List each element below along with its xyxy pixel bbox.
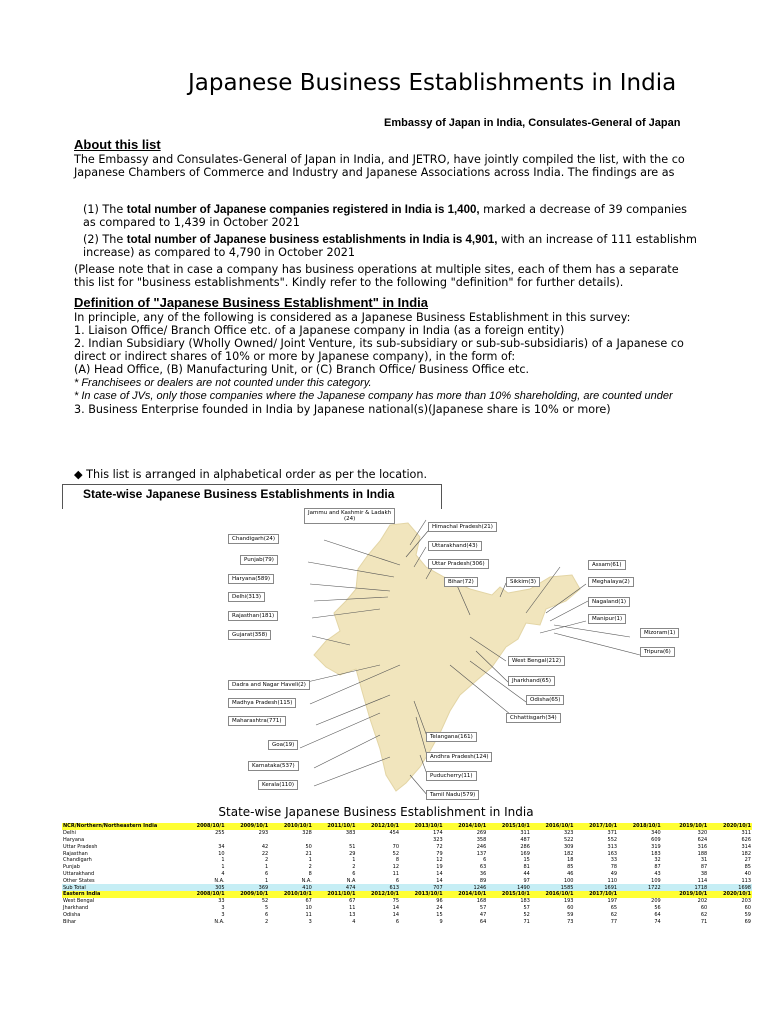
table-cell: 2010/10/1 [269, 823, 313, 830]
table-cell: 71 [523, 918, 530, 925]
about-item-2-line-2: increase) as compared to 4,790 in October 2021 [83, 246, 355, 259]
table-cell: 2016/10/1 [531, 891, 575, 898]
map-label-delhi: Delhi(313) [228, 592, 265, 602]
table-cell: 15 [436, 911, 443, 918]
table-cell: 6 [265, 911, 269, 918]
table-row-label: Odisha [63, 911, 81, 918]
table-cell: 203 [741, 898, 751, 905]
table-cell: 67 [305, 898, 312, 905]
table-cell: 60 [744, 904, 751, 911]
table-cell: 21 [305, 850, 312, 857]
map-label-sikkim: Sikkim(3) [506, 577, 540, 587]
table-cell: 1718 [665, 884, 709, 891]
about-item-1: (1) The total number of Japanese companies registered in India is 1,400, marked a decrease of 39 companies [83, 203, 687, 216]
table-cell: 202 [697, 898, 708, 905]
map-label-himachal: Himachal Pradesh(21) [428, 522, 497, 532]
table-cell: 10 [218, 850, 225, 857]
table-row [62, 884, 752, 891]
table-cell: 52 [523, 911, 530, 918]
map-label-tripura: Tripura(6) [640, 647, 675, 657]
table-cell: 9 [439, 918, 443, 925]
table-cell: 269 [476, 830, 487, 837]
table-cell [356, 837, 400, 844]
table-cell: 183 [651, 850, 661, 857]
table-cell: 2014/10/1 [444, 891, 488, 898]
table-row [62, 843, 752, 850]
table-cell: 613 [356, 884, 400, 891]
table-cell: 2019/10/1 [665, 823, 709, 830]
table-cell: 626 [741, 836, 751, 843]
table-cell: 60 [567, 904, 574, 911]
table-cell: 1 [221, 857, 225, 864]
table-row [62, 918, 752, 925]
about-note-1: (Please note that in case a company has business operations at multiple sites, each of them has a separate [74, 263, 679, 276]
table-cell [618, 891, 662, 898]
map-label-rajasthan: Rajasthan(181) [228, 611, 278, 621]
table-cell: 2011/10/1 [313, 823, 357, 830]
table-cell: 320 [697, 830, 708, 837]
table-cell: 323 [433, 836, 443, 843]
map-label-madhya-pradesh: Madhya Pradesh(115) [228, 698, 296, 708]
table-cell: 60 [700, 904, 708, 911]
table-cell: 78 [610, 864, 618, 871]
table-cell: 15 [523, 857, 530, 864]
table-cell: 6 [352, 870, 356, 877]
table-cell: 73 [567, 918, 574, 925]
table-cell: 371 [607, 830, 618, 837]
table-cell: 75 [392, 898, 400, 905]
table-cell: 14 [436, 870, 443, 877]
table-cell: 2010/10/1 [269, 891, 313, 898]
table-cell: 319 [651, 843, 661, 850]
table-cell: 97 [523, 877, 530, 884]
map-label-west-bengal: West Bengal(212) [508, 656, 565, 666]
table-cell: 57 [523, 904, 530, 911]
table-title: State-wise Japanese Business Establishment in India [218, 805, 534, 819]
list-order-note: ◆ This list is arranged in alphabetical order as per the location. [74, 468, 428, 481]
table-cell: 62 [700, 911, 708, 918]
map-label-dadra-nagar-haveli: Dadra and Nagar Haveli(2) [228, 680, 310, 690]
table-cell: 49 [610, 870, 618, 877]
table-cell: 81 [523, 864, 530, 871]
table-row-label: Bihar [63, 918, 77, 925]
table-cell: 624 [697, 836, 708, 843]
table-cell: 22 [261, 850, 269, 857]
table-cell: 14 [392, 911, 400, 918]
definition-line-5: (A) Head Office, (B) Manufacturing Unit, or (C) Branch Office/ Business Office etc. [74, 363, 530, 376]
map-label-meghalaya: Meghalaya(2) [588, 577, 634, 587]
table-cell: 70 [392, 843, 400, 850]
table-cell: 64 [479, 918, 487, 925]
table-cell: 1585 [531, 884, 575, 891]
table-cell: 182 [741, 850, 751, 857]
table-cell: 12 [392, 864, 400, 871]
table-cell: 2 [308, 864, 312, 871]
table-row-label: Delhi [63, 830, 76, 837]
table-cell: 2018/10/1 [618, 823, 662, 830]
map-label-odisha: Odisha(65) [526, 695, 564, 705]
map-label-kerala: Kerala(110) [258, 780, 298, 790]
table-cell: 85 [567, 864, 574, 871]
table-cell: 2014/10/1 [444, 823, 488, 830]
table-cell: 313 [607, 843, 618, 850]
table-cell: 1698 [708, 884, 752, 891]
table-cell: 1722 [618, 884, 662, 891]
table-cell: 65 [610, 904, 618, 911]
map-label-mizoram: Mizoram(1) [640, 628, 679, 638]
table-cell: 33 [218, 898, 225, 905]
table-cell: 87 [700, 864, 708, 871]
table-cell: 52 [392, 850, 400, 857]
table-cell: 50 [305, 843, 312, 850]
table-cell: 174 [433, 830, 443, 837]
table-row-label: Eastern India [62, 891, 182, 898]
table-row-label: Sub Total [62, 884, 182, 891]
table-cell: 2008/10/1 [182, 823, 226, 830]
table-cell: 11 [305, 911, 312, 918]
table-cell: 1490 [487, 884, 531, 891]
table-cell: 309 [563, 843, 574, 850]
map-label-maharashtra: Maharashtra(771) [228, 716, 286, 726]
map-label-uttarakhand: Uttarakhand(43) [428, 541, 482, 551]
table-cell: 110 [607, 877, 618, 884]
table-cell: 2017/10/1 [574, 823, 618, 830]
table-cell: 6 [395, 918, 400, 925]
map-title: State-wise Japanese Business Establishments in India [83, 487, 395, 501]
table-cell: 2 [265, 857, 269, 864]
table-cell: 2008/10/1 [182, 891, 226, 898]
table-cell: 552 [607, 836, 618, 843]
table-row-label: Chandigarh [63, 857, 92, 864]
table-cell: 79 [436, 850, 443, 857]
table-cell: 11 [392, 870, 400, 877]
map-label-uttar-pradesh: Uttar Pradesh(306) [428, 559, 489, 569]
table-cell: 14 [436, 877, 443, 884]
table-cell: 57 [479, 904, 487, 911]
table-cell: 383 [345, 830, 356, 837]
table-cell: 255 [215, 830, 225, 837]
table-cell: 358 [476, 836, 487, 843]
table-cell: 6 [265, 870, 269, 877]
table-cell: 369 [226, 884, 270, 891]
table-cell: 182 [563, 850, 574, 857]
table-cell: 2016/10/1 [531, 823, 575, 830]
about-item-2: (2) The total number of Japanese business establishments in India is 4,901, with an increase of 111 establishm [83, 233, 697, 246]
state-table [62, 803, 751, 925]
table-row-label: Haryana [63, 836, 85, 843]
table-cell [182, 837, 226, 844]
table-cell [313, 837, 357, 844]
table-row-label: West Bengal [63, 898, 95, 905]
table-cell: 3 [221, 911, 225, 918]
table-cell: 6 [483, 857, 487, 864]
table-cell: N.A [346, 877, 356, 884]
table-cell: 33 [610, 857, 618, 864]
table-row-label: Rajasthan [63, 850, 88, 857]
definition-line-1: In principle, any of the following is considered as a Japanese Business Establishment in this survey: [74, 311, 631, 324]
table-cell: 43 [654, 870, 661, 877]
table-cell: 454 [389, 830, 400, 837]
table-cell: 323 [563, 830, 574, 837]
table-cell: 34 [218, 843, 225, 850]
table-cell: 2012/10/1 [356, 891, 400, 898]
table-cell: 14 [392, 904, 400, 911]
table-cell: 4 [221, 870, 225, 877]
about-line-1: The Embassy and Consulates-General of Japan in India, and JETRO, have jointly compiled the list, with the co [74, 153, 685, 166]
table-cell: 59 [744, 911, 751, 918]
table-cell: 1 [265, 864, 269, 871]
table-cell: 51 [349, 843, 356, 850]
table-cell: 168 [476, 898, 487, 905]
map-label-jharkhand: Jharkhand(65) [508, 676, 555, 686]
table-cell: 209 [651, 898, 661, 905]
table-cell: 19 [436, 864, 443, 871]
table-cell: 2017/10/1 [574, 891, 618, 898]
table-cell: 38 [700, 870, 708, 877]
table-cell: 2009/10/1 [226, 823, 270, 830]
table-cell: 163 [607, 850, 618, 857]
table-cell: 1 [308, 857, 312, 864]
table-row-label: Uttar Pradesh [63, 843, 98, 850]
table-row [62, 891, 752, 898]
table-cell: 13 [349, 911, 356, 918]
table-row-label: Uttarakhand [63, 870, 95, 877]
state-data-table [62, 823, 752, 925]
map-label-karnataka: Karnataka(537) [248, 761, 299, 771]
table-cell: 5 [265, 904, 269, 911]
table-cell: 44 [523, 870, 530, 877]
table-cell: 137 [476, 850, 487, 857]
table-cell: 46 [567, 870, 574, 877]
table-cell: 169 [520, 850, 530, 857]
table-cell: 2 [352, 864, 356, 871]
table-cell: 74 [654, 918, 661, 925]
table-cell: 11 [349, 904, 356, 911]
about-note-2: this list for "business establishments". Kindly refer to the following "definition" for further details). [74, 276, 624, 289]
map-label-gujarat: Gujarat(358) [228, 630, 271, 640]
table-cell: 100 [563, 877, 574, 884]
table-cell: 67 [349, 898, 356, 905]
table-row [62, 905, 752, 912]
table-cell: 2013/10/1 [400, 891, 444, 898]
table-cell: 114 [697, 877, 708, 884]
table-cell: 2015/10/1 [487, 823, 531, 830]
table-cell: 3 [308, 918, 312, 925]
table-row [62, 830, 752, 837]
page-title: Japanese Business Establishments in India [188, 70, 677, 96]
page-subtitle: Embassy of Japan in India, Consulates-General of Japan [384, 117, 681, 129]
table-row [62, 837, 752, 844]
table-cell: 69 [744, 918, 751, 925]
table-cell: 8 [395, 857, 400, 864]
table-row [62, 871, 752, 878]
table-cell: N.A. [301, 877, 312, 884]
table-cell: 487 [520, 836, 530, 843]
map-label-manipur: Manipur(1) [588, 614, 626, 624]
map-label-puducherry: Puducherry(11) [426, 771, 477, 781]
table-cell: 109 [651, 877, 661, 884]
table-cell: 47 [479, 911, 487, 918]
table-cell: 2015/10/1 [487, 891, 531, 898]
table-row [62, 850, 752, 857]
table-cell: 64 [654, 911, 661, 918]
table-row [62, 911, 752, 918]
map-label-chhattisgarh: Chhattisgarh(34) [506, 713, 561, 723]
map-label-chandigarh: Chandigarh(24) [228, 534, 279, 544]
table-cell: 85 [744, 864, 751, 871]
table-row [62, 857, 752, 864]
map-label-telangana: Telangana(161) [426, 732, 477, 742]
table-cell [226, 837, 270, 844]
table-cell: 305 [182, 884, 226, 891]
table-cell: 474 [313, 884, 357, 891]
table-cell: 2 [265, 918, 269, 925]
table-cell: 63 [479, 864, 487, 871]
table-cell: 707 [400, 884, 444, 891]
table-cell: 316 [697, 843, 708, 850]
definition-line-2: 1. Liaison Office/ Branch Office etc. of a Japanese company in India (as a foreign entity) [74, 324, 565, 337]
table-cell: 2009/10/1 [226, 891, 270, 898]
table-cell: 2013/10/1 [400, 823, 444, 830]
table-cell: 87 [654, 864, 661, 871]
about-heading: About this list [74, 137, 161, 152]
table-row [62, 898, 752, 905]
table-cell: 293 [258, 830, 269, 837]
table-cell: 12 [436, 857, 443, 864]
table-cell: 1246 [444, 884, 488, 891]
table-cell: 522 [563, 836, 574, 843]
table-row-label: Punjab [63, 864, 80, 871]
table-cell: 113 [741, 877, 751, 884]
table-cell: 311 [520, 830, 530, 837]
map-label-assam: Assam(61) [588, 560, 626, 570]
table-row [62, 864, 752, 871]
table-cell: 188 [697, 850, 708, 857]
about-line-2: Japanese Chambers of Commerce and Industry and Japanese Associations across India. The findings are as [74, 166, 675, 179]
map-label-goa: Goa(19) [268, 740, 298, 750]
table-cell: 183 [520, 898, 530, 905]
definition-line-4: direct or indirect shares of 10% or more by Japanese company), in the form of: [74, 350, 516, 363]
table-cell [269, 837, 313, 844]
table-cell: 197 [607, 898, 618, 905]
table-cell: 31 [700, 857, 708, 864]
table-cell: N.A. [214, 918, 225, 925]
table-cell: 314 [741, 843, 751, 850]
map-label-jammu-kashmir: Jammu and Kashmir & Ladakh (24) [304, 508, 395, 524]
table-cell: 42 [261, 843, 269, 850]
table-cell: 2012/10/1 [356, 823, 400, 830]
table-cell: 59 [567, 911, 574, 918]
table-cell: 410 [269, 884, 313, 891]
table-cell: 246 [476, 843, 487, 850]
table-cell: 1691 [574, 884, 618, 891]
map-label-haryana: Haryana(589) [228, 574, 274, 584]
definition-heading: Definition of "Japanese Business Establishment" in India [74, 295, 429, 310]
definition-italic-2: * In case of JVs, only those companies where the Japanese company has more than 10% shareholding, are counted under [74, 390, 673, 402]
table-cell: N.A. [214, 877, 225, 884]
table-cell: 311 [741, 830, 751, 837]
table-row [62, 877, 752, 884]
table-cell: 52 [261, 898, 269, 905]
table-cell: 89 [479, 877, 487, 884]
table-cell: 609 [651, 836, 661, 843]
table-cell: 36 [479, 870, 487, 877]
table-row-label: Other States [63, 877, 95, 884]
table-cell: 286 [520, 843, 530, 850]
table-cell: 2019/10/1 [665, 891, 709, 898]
table-row-label: Jharkhand [63, 904, 89, 911]
map-label-bihar: Bihar(72) [444, 577, 478, 587]
definition-line-3: 2. Indian Subsidiary (Wholly Owned/ Joint Venture, its sub-subsidiary or sub-sub-subsidiaris) of a Japanese co [74, 337, 684, 350]
table-cell: 3 [221, 904, 225, 911]
table-cell: 77 [610, 918, 618, 925]
table-row-label: NCR/Northern/Northeastern India [62, 823, 182, 830]
table-cell: 96 [436, 898, 443, 905]
table-cell: 193 [563, 898, 574, 905]
table-cell: 2020/10/1 [708, 891, 752, 898]
map-label-tamil-nadu: Tamil Nadu(579) [426, 790, 479, 800]
table-row [62, 823, 752, 830]
definition-italic-1: * Franchisees or dealers are not counted under this category. [74, 377, 372, 389]
definition-line-6: 3. Business Enterprise founded in India by Japanese national(s)(Japanese share is 10% or more) [74, 403, 611, 416]
table-cell: 1 [221, 864, 225, 871]
table-cell: 18 [567, 857, 574, 864]
table-cell: 8 [308, 870, 312, 877]
table-cell: 2020/10/1 [708, 823, 752, 830]
table-cell: 1 [265, 877, 269, 884]
table-cell: 24 [436, 904, 443, 911]
table-cell: 340 [651, 830, 661, 837]
table-cell: 4 [352, 918, 356, 925]
table-cell: 27 [744, 857, 751, 864]
table-cell: 40 [744, 870, 751, 877]
map-label-nagaland: Nagaland(1) [588, 597, 630, 607]
table-cell: 2011/10/1 [313, 891, 357, 898]
table-cell: 29 [349, 850, 356, 857]
table-cell: 1 [352, 857, 356, 864]
table-cell: 6 [395, 877, 400, 884]
table-cell: 62 [610, 911, 618, 918]
table-cell: 328 [302, 830, 312, 837]
table-cell: 56 [654, 904, 661, 911]
table-cell: 32 [654, 857, 661, 864]
about-item-1-line-2: as compared to 1,439 in October 2021 [83, 216, 300, 229]
table-cell: 10 [305, 904, 312, 911]
map-label-punjab: Punjab(79) [240, 555, 278, 565]
table-cell: 71 [700, 918, 708, 925]
map-label-andhra-pradesh: Andhra Pradesh(124) [426, 752, 492, 762]
table-cell: 72 [436, 843, 443, 850]
